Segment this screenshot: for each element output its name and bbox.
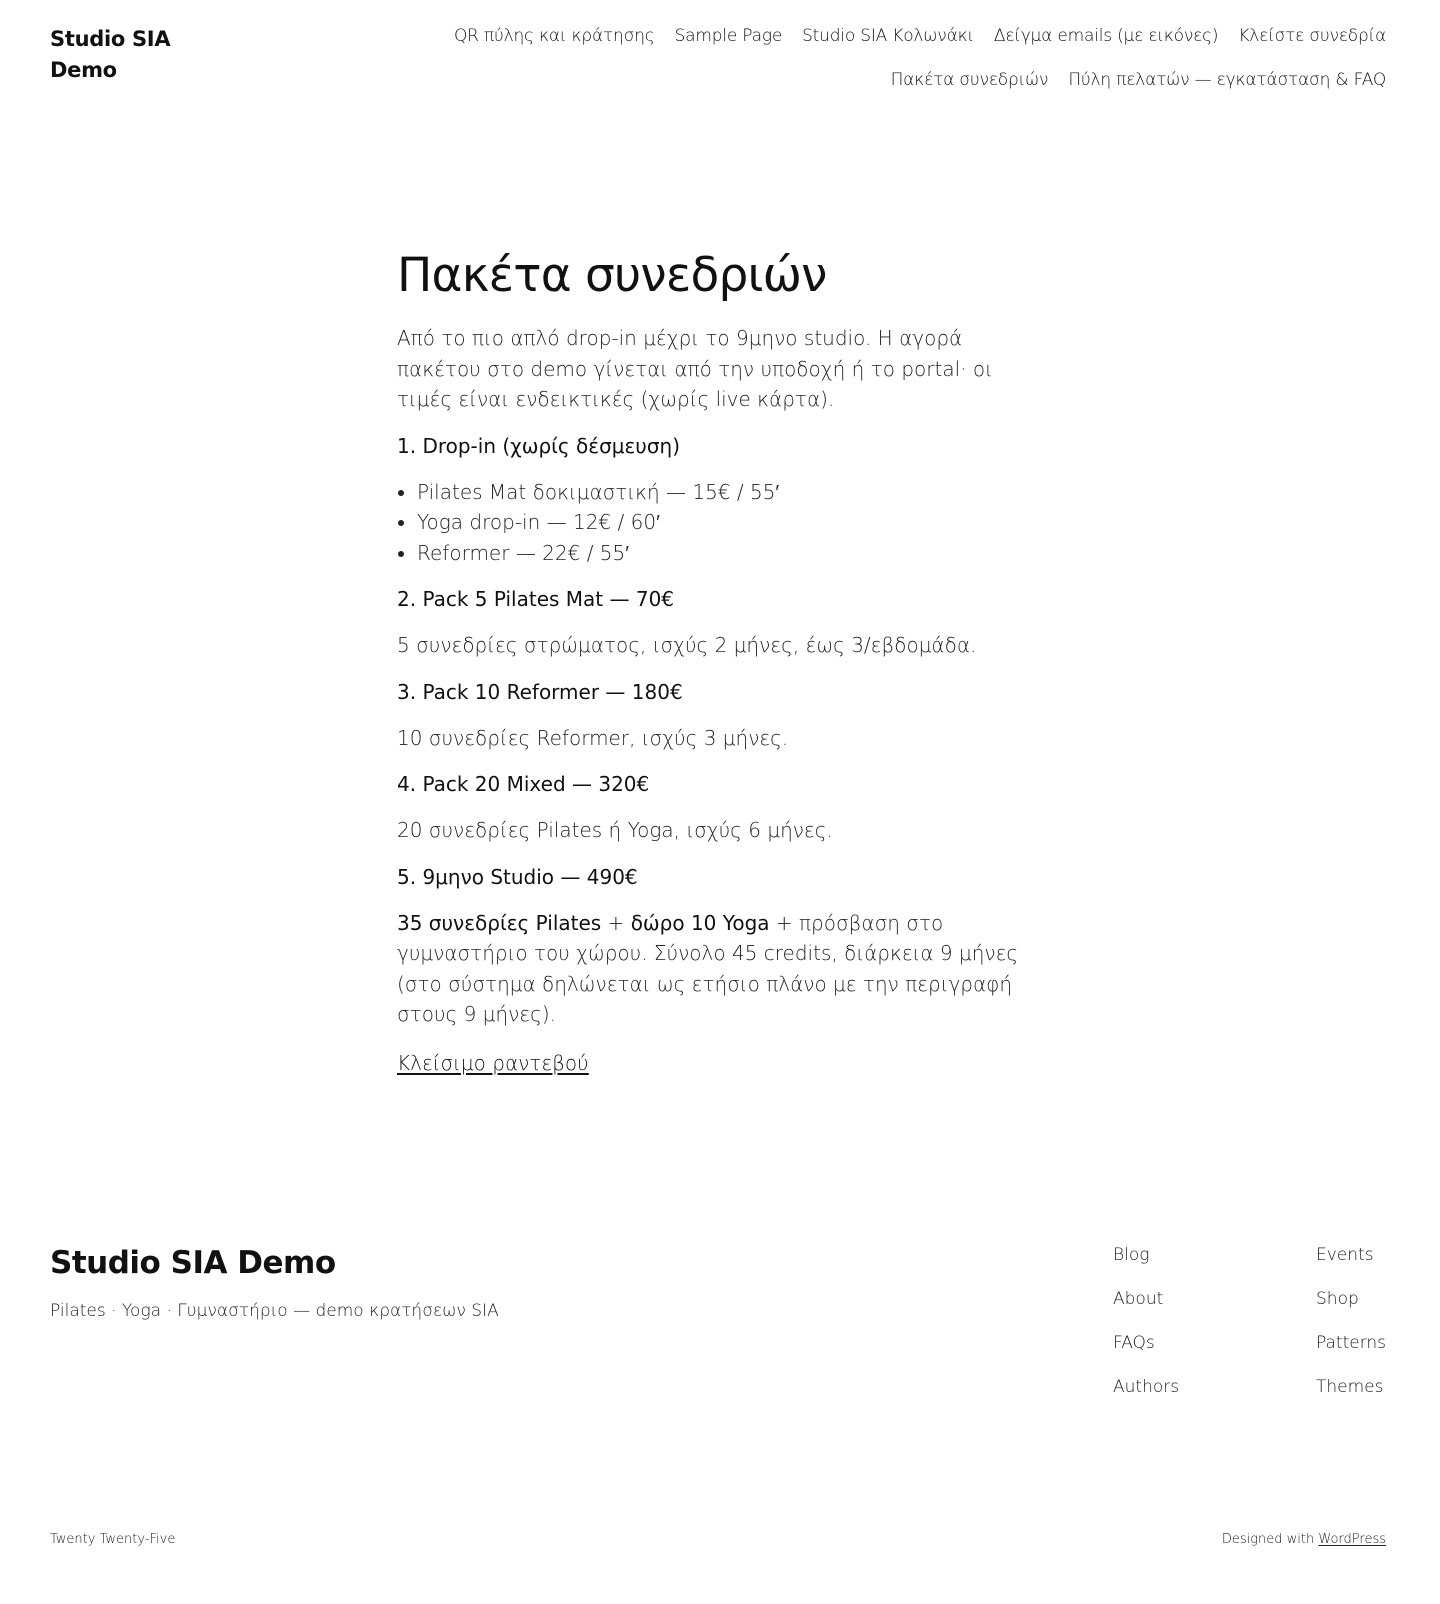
dropin-list — [397, 477, 1047, 569]
package-heading-pack20: 4. Pack 20 Mixed — 320€ — [397, 772, 650, 796]
book-appointment-link[interactable]: Κλείσιμο ραντεβού — [397, 1050, 589, 1075]
package-desc-pack10: 10 συνεδρίες Reformer, ισχύς 3 μήνες. — [397, 725, 789, 750]
intro-paragraph: Από το πιο απλό drop-in μέχρι το 9μηνο studio. Η αγορά πακέτου στο demo γίνεται από την υποδοχή ή το portal· οι τιμές είναι ενδεικτικές (χωρίς live κάρτα). — [397, 326, 993, 411]
list-item: • Reformer — 22€ / 55′ — [417, 538, 1047, 569]
footer-link-faqs[interactable]: FAQs — [1113, 1333, 1155, 1353]
package-desc-9month — [397, 908, 1047, 1030]
footer-links-column-1 — [1113, 1240, 1179, 1403]
plus-separator: + — [601, 910, 631, 935]
footer-site-title[interactable]: Studio SIA Demo — [50, 1245, 336, 1281]
theme-credit: Twenty Twenty-Five — [50, 1532, 176, 1547]
site-header — [0, 0, 1440, 110]
package-desc-pack5: 5 συνεδρίες στρώματος, ισχύς 2 μήνες, έως 3/εβδομάδα. — [397, 633, 977, 657]
pilates-sessions-strong: 35 συνεδρίες Pilates — [397, 910, 602, 935]
nav-item-studio-kolonaki[interactable]: Studio SIA Κολωνάκι — [802, 26, 974, 46]
package-heading-9month: 5. 9μηνο Studio — 490€ — [397, 864, 638, 889]
nav-item-qr-gate[interactable]: QR πύλης και κράτησης — [453, 26, 655, 46]
footer-link-themes[interactable]: Themes — [1316, 1377, 1384, 1397]
nav-item-sample-page[interactable]: Sample Page — [674, 26, 783, 46]
package-heading-pack5: 2. Pack 5 Pilates Mat — 70€ — [397, 587, 675, 611]
package-desc-rest: + πρόσβαση στο γυμναστήριο του χώρου. Σύνολο 45 credits, διάρκεια 9 μήνες (στο σύστημα δηλώνεται ως ετήσιο πλάνο με την περιγραφή στους 9 μήνες). — [397, 910, 1019, 1026]
main-content — [397, 245, 1047, 1078]
page-title: Πακέτα συνεδριών — [397, 248, 827, 303]
wordpress-link[interactable]: WordPress — [1318, 1532, 1386, 1547]
footer-links-column-2 — [1316, 1240, 1386, 1403]
footer-link-blog[interactable]: Blog — [1113, 1245, 1150, 1265]
nav-item-sample-emails[interactable]: Δείγμα emails (με εικόνες) — [993, 26, 1219, 46]
footer-link-events[interactable]: Events — [1316, 1245, 1374, 1265]
site-title-link[interactable]: Studio SIA Demo — [50, 27, 171, 82]
package-desc-pack20: 20 συνεδρίες Pilates ή Yoga, ισχύς 6 μήνες. — [397, 818, 833, 842]
footer-link-authors[interactable]: Authors — [1113, 1377, 1180, 1397]
primary-navigation — [316, 18, 1386, 98]
list-item: • Yoga drop-in — 12€ / 60′ — [417, 507, 1047, 538]
nav-item-client-portal-faq[interactable]: Πύλη πελατών — εγκατάσταση & FAQ — [1068, 70, 1386, 90]
nav-item-session-packages[interactable]: Πακέτα συνεδριών — [890, 70, 1049, 90]
nav-item-book-session[interactable]: Κλείστε συνεδρία — [1238, 26, 1386, 46]
package-heading-pack10: 3. Pack 10 Reformer — 180€ — [397, 679, 683, 704]
designed-with-label: Designed with — [1221, 1532, 1319, 1547]
package-heading-dropin: 1. Drop-in (χωρίς δέσμευση) — [397, 433, 681, 458]
footer-link-shop[interactable]: Shop — [1316, 1289, 1359, 1309]
yoga-gift-strong: δώρο 10 Yoga — [630, 910, 770, 935]
footer-link-patterns[interactable]: Patterns — [1316, 1333, 1387, 1353]
footer-tagline: Pilates · Yoga · Γυμναστήριο — demo κρατήσεων SIA — [50, 1301, 499, 1321]
list-item: • Pilates Mat δοκιμαστική — 15€ / 55′ — [417, 477, 1047, 508]
designed-with-credit — [1222, 1530, 1386, 1550]
footer-link-about[interactable]: About — [1113, 1289, 1164, 1309]
